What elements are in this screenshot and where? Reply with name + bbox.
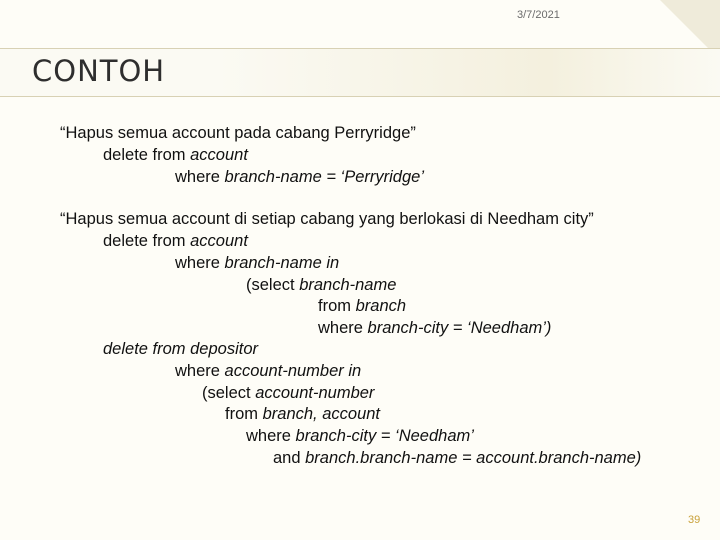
sql-keyword: where: [175, 362, 225, 380]
sql-term: account-number: [255, 384, 375, 402]
sql-keyword: where: [175, 168, 225, 186]
sql-keyword: where: [246, 427, 296, 445]
sql-keyword: from: [318, 297, 356, 315]
example1-heading: “Hapus semua account pada cabang Perryridge”: [60, 124, 416, 142]
sql-term: branch: [355, 297, 407, 315]
sql-term: branch-name = ‘Perryridge’: [224, 168, 424, 186]
example2-line7: [175, 362, 361, 381]
example2-line11: [273, 449, 641, 468]
example2-line9: [225, 405, 380, 424]
example2-line2: [175, 254, 339, 273]
sql-term: branch-city = ‘Needham’: [295, 427, 474, 445]
sql-keyword: and: [273, 449, 306, 467]
sql-term: branch-name in: [224, 254, 340, 272]
sql-keyword: where: [175, 254, 225, 272]
sql-keyword: (select: [246, 276, 300, 294]
example1-line2: [175, 168, 424, 187]
example2-line3: [246, 276, 396, 295]
sql-keyword: (select: [202, 384, 256, 402]
example2-line8: [202, 384, 374, 403]
sql-term: branch.branch-name = account.branch-name): [305, 449, 642, 467]
sql-term: branch-city = ‘Needham’): [367, 319, 552, 337]
example2-line4: [318, 297, 406, 316]
example2-line5: [318, 319, 551, 338]
sql-keyword: from: [225, 405, 263, 423]
sql-term: branch-name: [299, 276, 397, 294]
sql-term: delete from depositor: [103, 340, 259, 358]
example2-line1: [103, 232, 248, 251]
sql-keyword: delete from: [103, 232, 191, 250]
slide-date: 3/7/2021: [517, 9, 560, 21]
sql-term: branch, account: [262, 405, 381, 423]
slide-title: CONTOH: [32, 54, 166, 88]
sql-keyword: where: [318, 319, 368, 337]
example1-line1: [103, 146, 248, 165]
sql-term: account: [190, 232, 248, 250]
example2-line10: [246, 427, 474, 446]
sql-term: account: [190, 146, 248, 164]
sql-term: account-number in: [224, 362, 362, 380]
sql-keyword: delete from: [103, 146, 191, 164]
title-bar-cap: [548, 48, 720, 97]
example2-line6: [103, 340, 258, 359]
page-number: 39: [688, 514, 701, 526]
example2-heading: “Hapus semua account di setiap cabang yang berlokasi di Needham city”: [60, 210, 594, 228]
